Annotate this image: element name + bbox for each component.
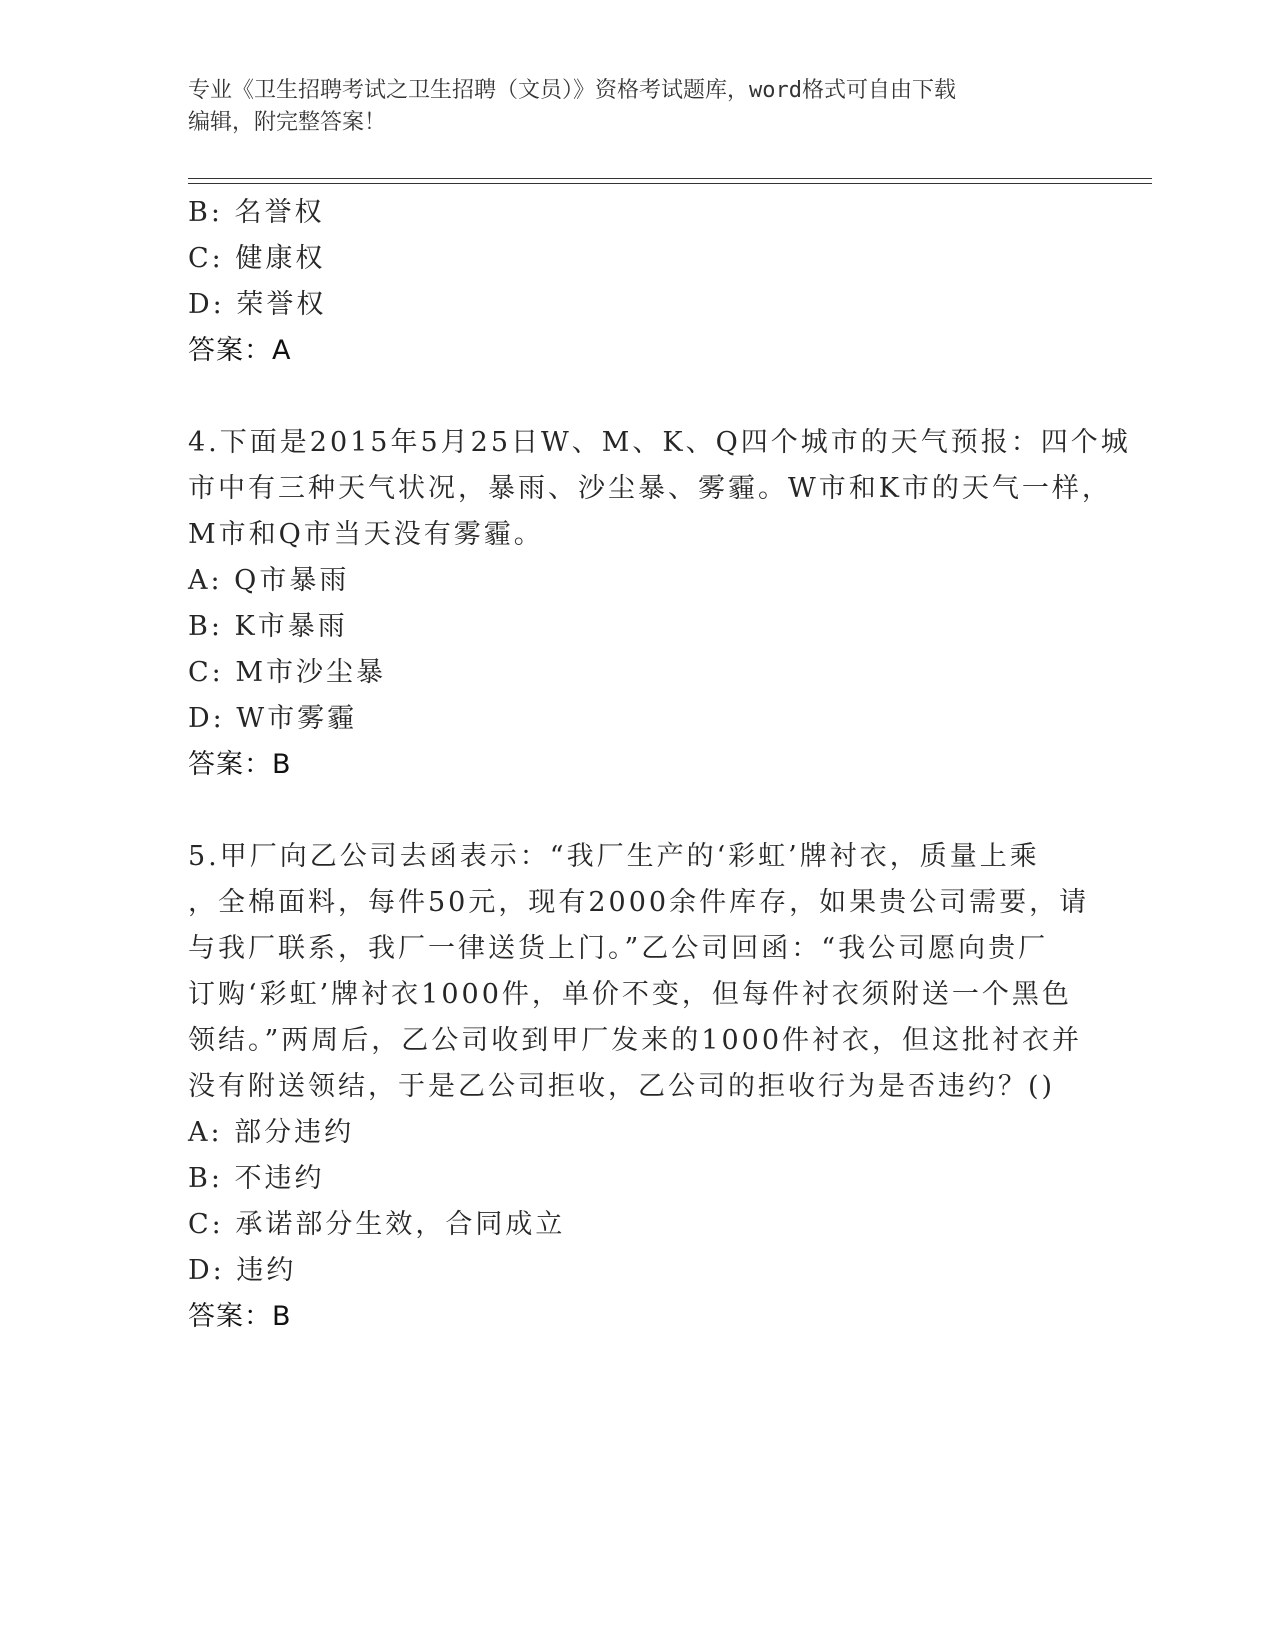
spacer: [188, 788, 1088, 834]
q5-option-b: B: 不违约: [188, 1163, 325, 1194]
q5-stem-line: 没有附送领结，于是乙公司拒收，乙公司的拒收行为是否违约？(): [188, 1071, 1056, 1102]
question-4: [188, 420, 1131, 788]
q5-answer: 答案：B: [188, 1301, 292, 1332]
question-3: [188, 190, 1088, 374]
spacer: [188, 374, 1088, 420]
q5-option-c: C: 承诺部分生效，合同成立: [188, 1209, 566, 1240]
q5-stem-line: 与我厂联系，我厂一律送货上门。”乙公司回函：“我公司愿向贵厂: [188, 933, 1049, 964]
q3-option-c: C: 健康权: [188, 243, 326, 274]
q3-option-d: D: 荣誉权: [188, 289, 327, 320]
header-title-line-2: 编辑，附完整答案！: [188, 110, 387, 135]
q3-answer: 答案：A: [188, 335, 292, 366]
q5-option-a: A: 部分违约: [188, 1117, 355, 1148]
header-title-line-1: 专业《卫生招聘考试之卫生招聘（文员）》资格考试题库，word格式可自由下载: [188, 78, 956, 103]
header-divider-top: [188, 178, 1152, 179]
q4-stem-line: 市中有三种天气状况，暴雨、沙尘暴、雾霾。W市和K市的天气一样，: [188, 473, 1112, 504]
q5-stem-line: ，全棉面料，每件50元，现有2000余件库存，如果贵公司需要，请: [188, 887, 1090, 918]
q4-option-c: C: M市沙尘暴: [188, 657, 386, 688]
q3-option-b: B: 名誉权: [188, 197, 325, 228]
q5-option-d: D: 违约: [188, 1255, 297, 1286]
q5-stem-line: 订购‘彩虹’牌衬衣1000件，单价不变，但每件衬衣须附送一个黑色: [188, 979, 1072, 1010]
q4-option-b: B: K市暴雨: [188, 611, 348, 642]
question-5: [188, 834, 1088, 1340]
header-divider-bottom: [188, 183, 1152, 184]
q4-answer: 答案：B: [188, 749, 292, 780]
q4-option-a: A: Q市暴雨: [188, 565, 350, 596]
q5-stem-line: 5.甲厂向乙公司去函表示：“我厂生产的‘彩虹’牌衬衣，质量上乘: [188, 841, 1040, 872]
q4-option-d: D: W市雾霾: [188, 703, 358, 734]
q4-stem-line: 4.下面是2015年5月25日W、M、K、Q四个城市的天气预报：四个城: [188, 427, 1131, 458]
q5-stem-line: 领结。”两周后，乙公司收到甲厂发来的1000件衬衣，但这批衬衣并: [188, 1025, 1083, 1056]
q4-stem-line: M市和Q市当天没有雾霾。: [188, 519, 544, 550]
document-header: [188, 75, 1088, 139]
question-content: [188, 190, 1131, 1340]
